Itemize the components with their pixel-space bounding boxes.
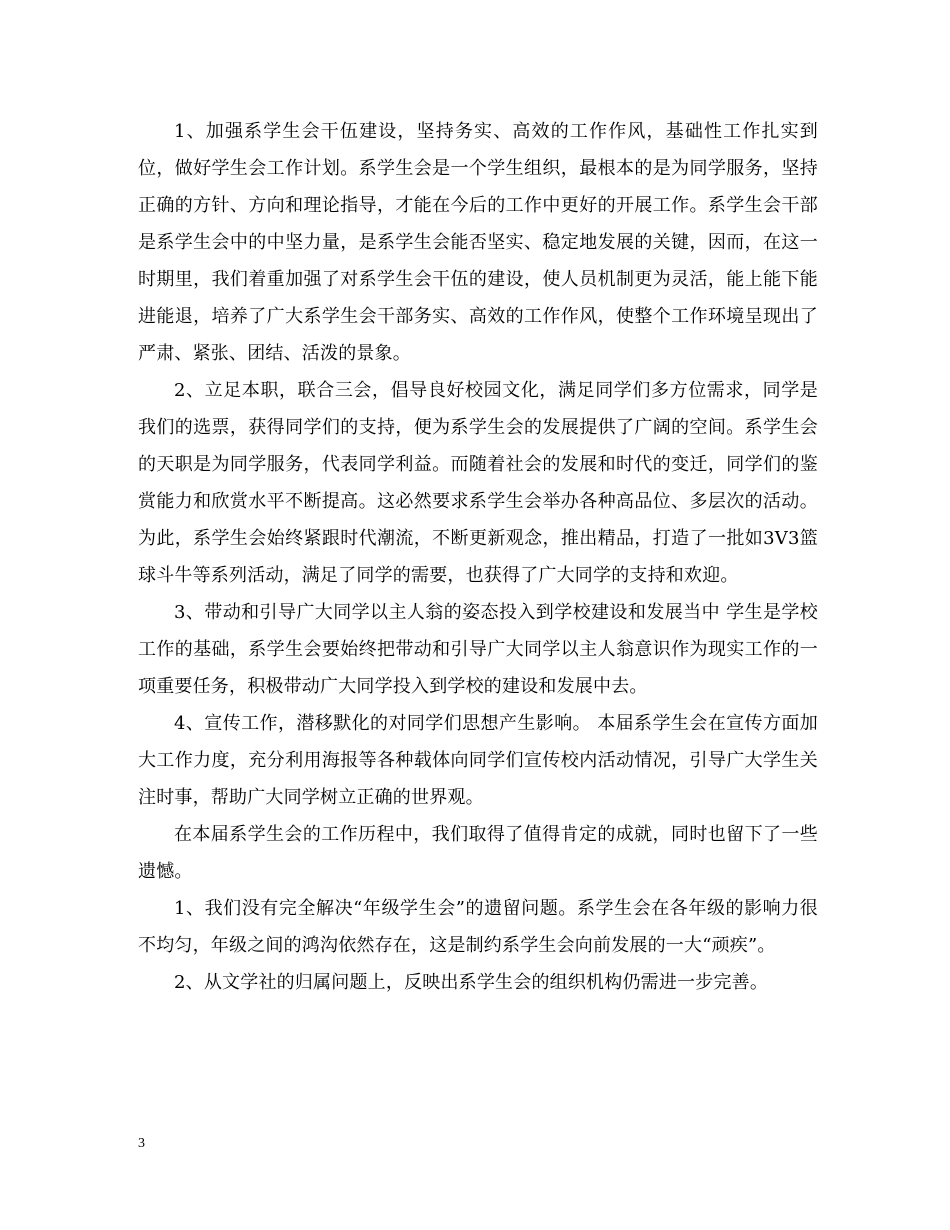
paragraph-3: 3、带动和引导广大同学以主人翁的姿态投入到学校建设和发展当中 学生是学校工作的基础，系学生会要始终把带动和引导广大同学以主人翁意识作为现实工作的一项重要任务，积极带动广大同学投入到学校的建设和发展中去。 (138, 602, 818, 697)
document-body (138, 113, 818, 1001)
paragraph-2: 2、立足本职，联合三会，倡导良好校园文化，满足同学们多方位需求，同学是我们的选票，获得同学们的支持，便为系学生会的发展提供了广阔的空间。系学生会的天职是为同学服务，代表同学利益。而随着社会的发展和时代的变迁，同学们的鉴赏能力和欣赏水平不断提高。这必然要求系学生会举办各种高品位、多层次的活动。为此，系学生会始终紧跟时代潮流，不断更新观念，推出精品，打造了一批如3V3篮球斗牛等系列活动，满足了同学的需要，也获得了广大同学的支持和欢迎。 (138, 380, 818, 586)
paragraph-7: 2、从文学社的归属问题上，反映出系学生会的组织机构仍需进一步完善。 (174, 972, 769, 993)
paragraph-5: 在本届系学生会的工作历程中，我们取得了值得肯定的成就，同时也留下了一些遗憾。 (138, 824, 818, 882)
paragraph-6: 1、我们没有完全解决“年级学生会”的遗留问题。系学生会在各年级的影响力很不均匀，年级之间的鸿沟依然存在，这是制约系学生会向前发展的一大“顽疾”。 (138, 898, 818, 956)
page-number: 3 (138, 1136, 145, 1151)
paragraph-1: 1、加强系学生会干伍建设，坚持务实、高效的工作作风，基础性工作扎实到位，做好学生会工作计划。系学生会是一个学生组织，最根本的是为同学服务，坚持正确的方针、方向和理论指导，才能在今后的工作中更好的开展工作。系学生会干部是系学生会中的中坚力量，是系学生会能否坚实、稳定地发展的关键，因而，在这一时期里，我们着重加强了对系学生会干伍的建设，使人员机制更为灵活，能上能下能进能退，培养了广大系学生会干部务实、高效的工作作风，使整个工作环境呈现出了严肃、紧张、团结、活泼的景象。 (138, 121, 818, 364)
paragraph-4: 4、宣传工作，潜移默化的对同学们思想产生影响。 本届系学生会在宣传方面加大工作力度，充分利用海报等各种载体向同学们宣传校内活动情况，引导广大学生关注时事，帮助广大同学树立正确的世界观。 (138, 713, 818, 808)
